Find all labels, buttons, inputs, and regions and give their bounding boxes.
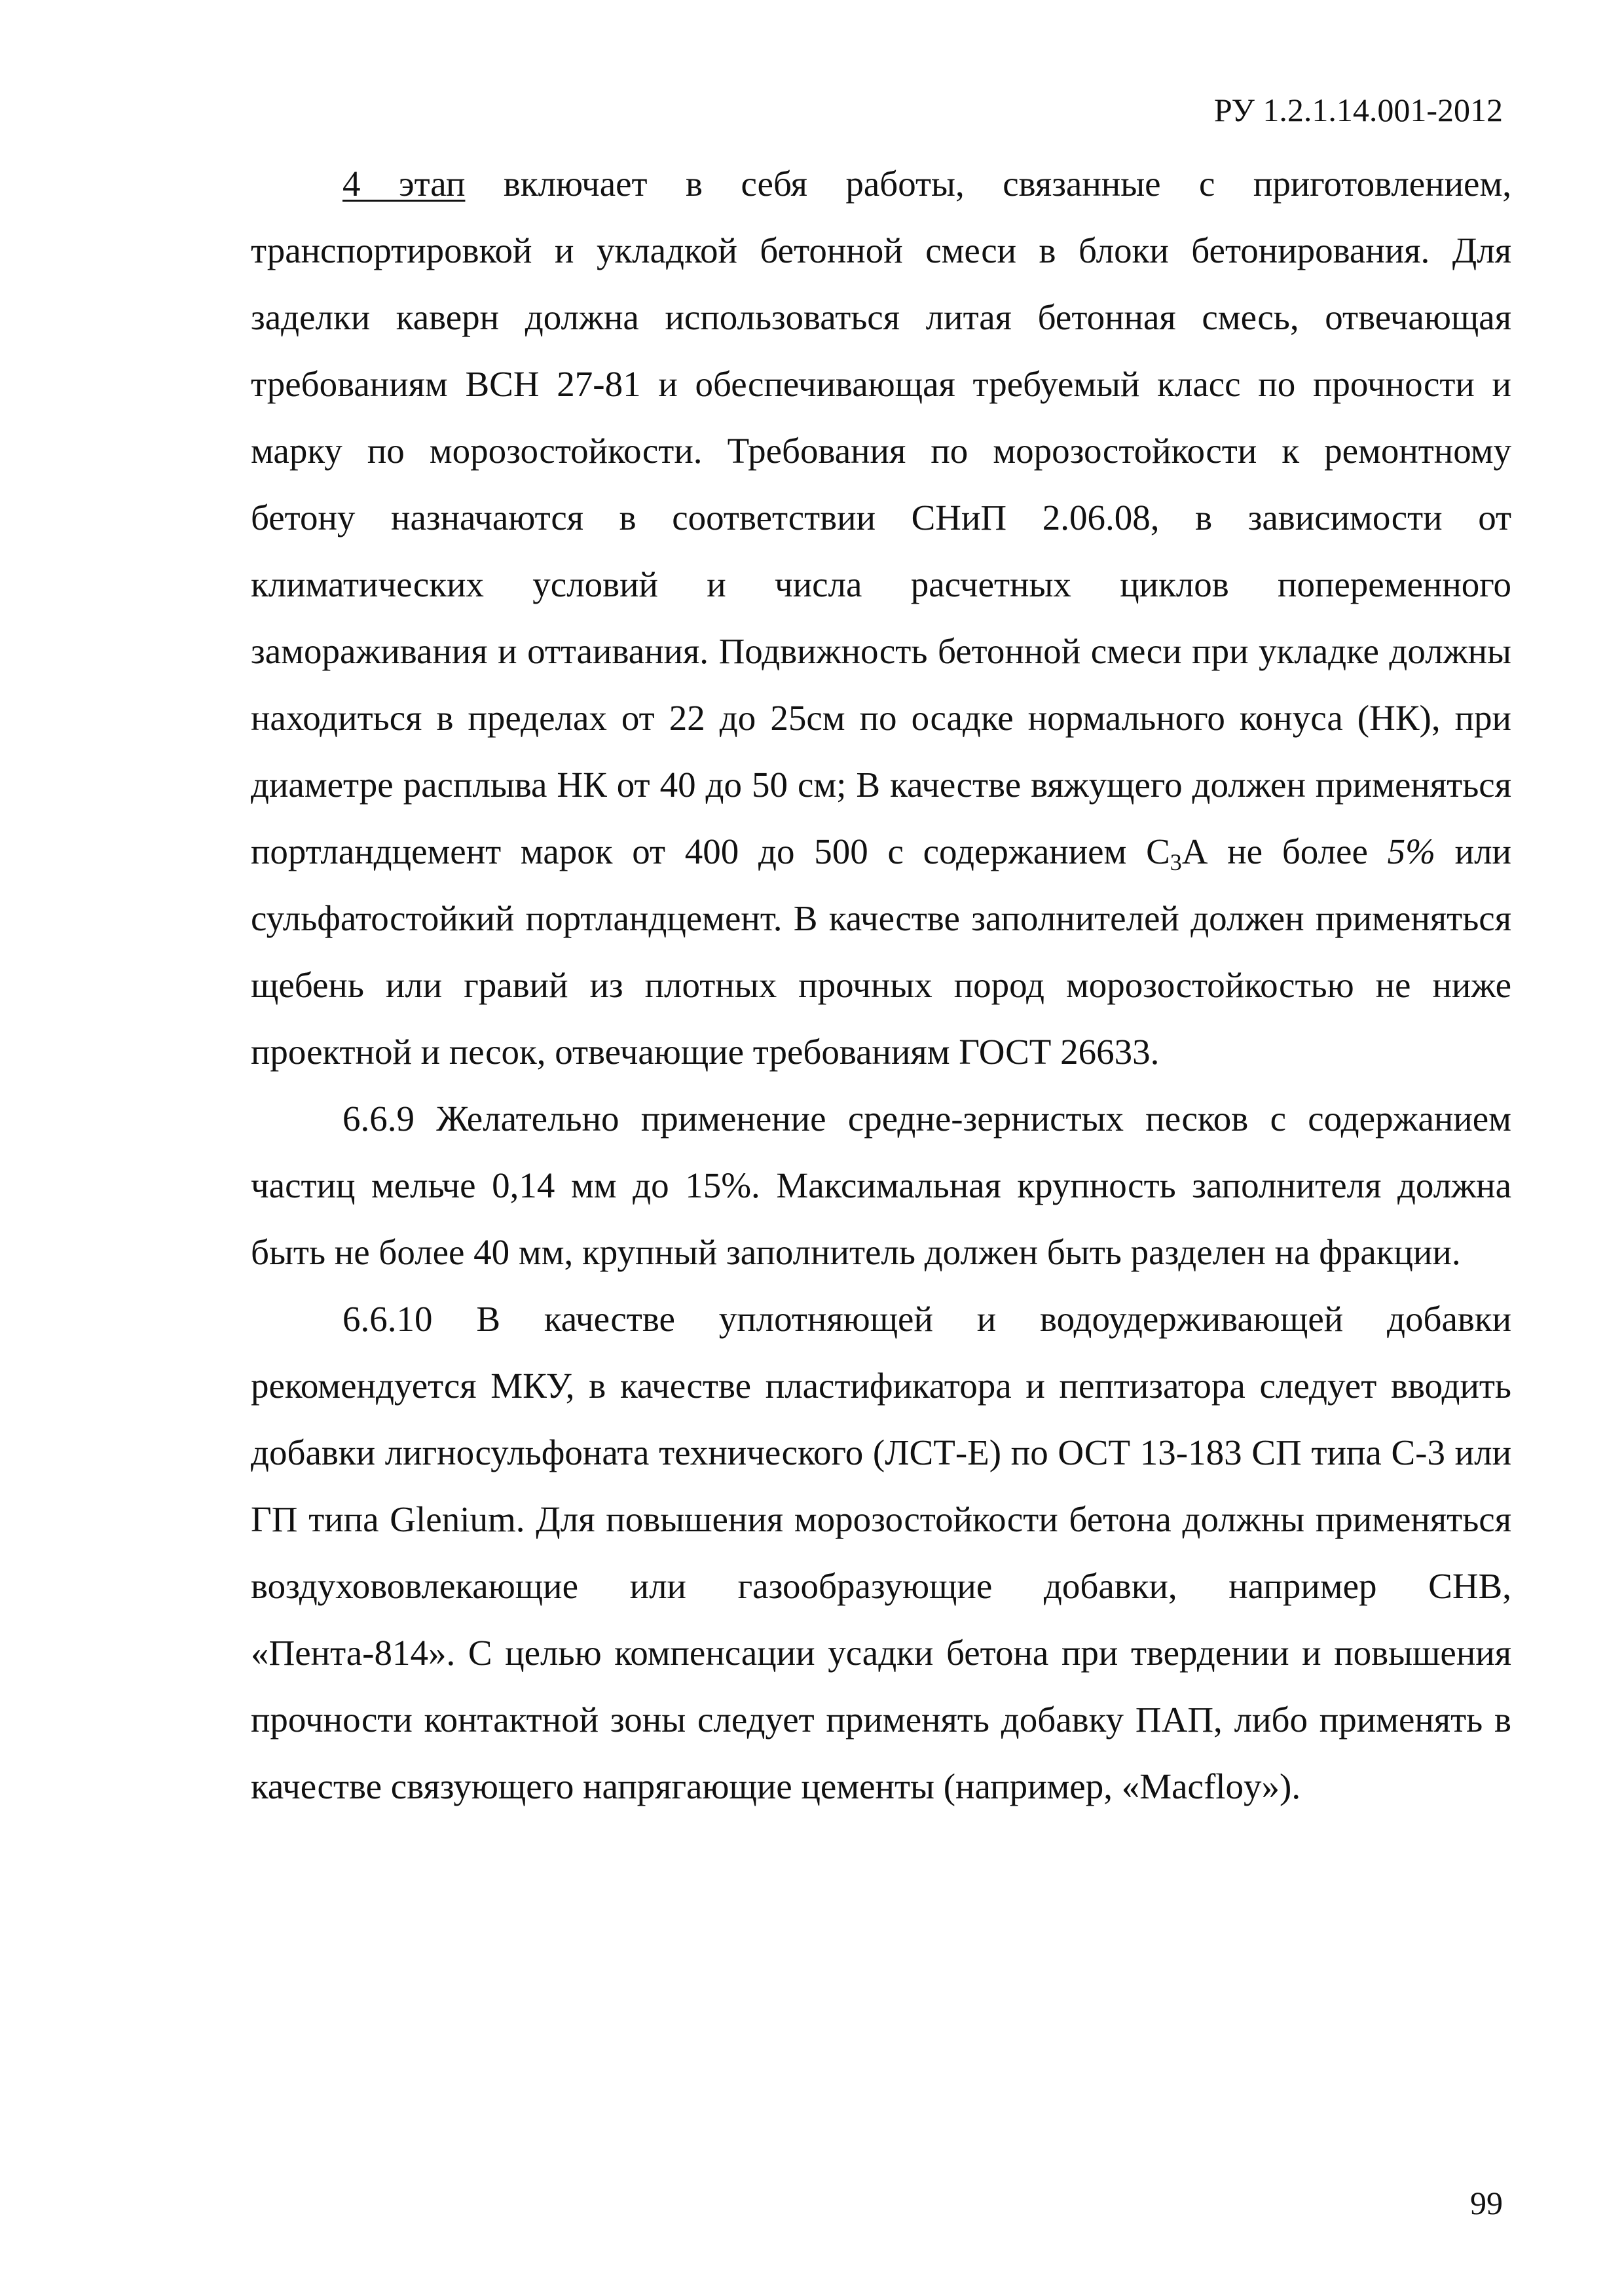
stage-label: 4 этап	[342, 164, 466, 204]
paragraph-6-6-10: 6.6.10 В качестве уплотняющей и водоудерживающей добавки рекомендуется МКУ, в качестве пластификатора и пептизатора следует вводить добавки лигносульфоната технического (ЛСТ-Е) по ОСТ 13-183 СП типа С-3 или ГП типа Glenium. Для повышения морозостойкости бетона должны применяться воздухововлекающие или газообразующие добавки, например СНВ, «Пента-814». С целью компенсации усадки бетона при твердении и повышения прочности контактной зоны следует применять добавку ПАП, либо применять в качестве связующего напрягающие цементы (например, «Macfloy»).	[251, 1299, 1511, 1806]
italic-value: 5%	[1387, 831, 1435, 871]
paragraph-text: включает в себя работы, связанные с приготовлением, транспортировкой и укладкой бетонной смеси в блоки бетонирования. Для заделки каверн должна использоваться литая бетонная смесь, отвечающая требованиям ВСН 27-81 и обеспечивающая требуемый класс по прочности и марку по морозостойкости. Требования по морозостойкости к ремонтному бетону назначаются в соответствии СНиП 2.06.08, в зависимости от климатических условий и числа расчетных циклов попеременного замораживания и оттаивания. Подвижность бетонной смеси при укладке должны находиться в пределах от 22 до 25см по осадке нормального конуса (НК), при диаметре расплыва НК от 40 до 50 см; В качестве вяжущего должен применяться портландцемент марок от 400 до 500 с содержанием C	[251, 164, 1512, 871]
page-number: 99	[1470, 2185, 1503, 2221]
paragraph-text: или сульфатостойкий портландцемент. В качестве заполнителей должен применяться щебень или гравий из плотных прочных пород морозостойкостью не ниже проектной и песок, отвечающие требованиям ГОСТ 26633.	[251, 831, 1511, 1072]
document-body	[251, 151, 1511, 1820]
document-code-header: РУ 1.2.1.14.001-2012	[1213, 92, 1503, 128]
paragraph-stage-4	[251, 151, 1511, 1085]
subscript: 3	[1170, 849, 1182, 875]
paragraph-text: А не более	[1181, 831, 1388, 871]
paragraph-6-6-9: 6.6.9 Желательно применение средне-зернистых песков с содержанием частиц мельче 0,14 мм до 15%. Максимальная крупность заполнителя должна быть не более 40 мм, крупный заполнитель должен быть разделен на фракции.	[251, 1099, 1511, 1272]
